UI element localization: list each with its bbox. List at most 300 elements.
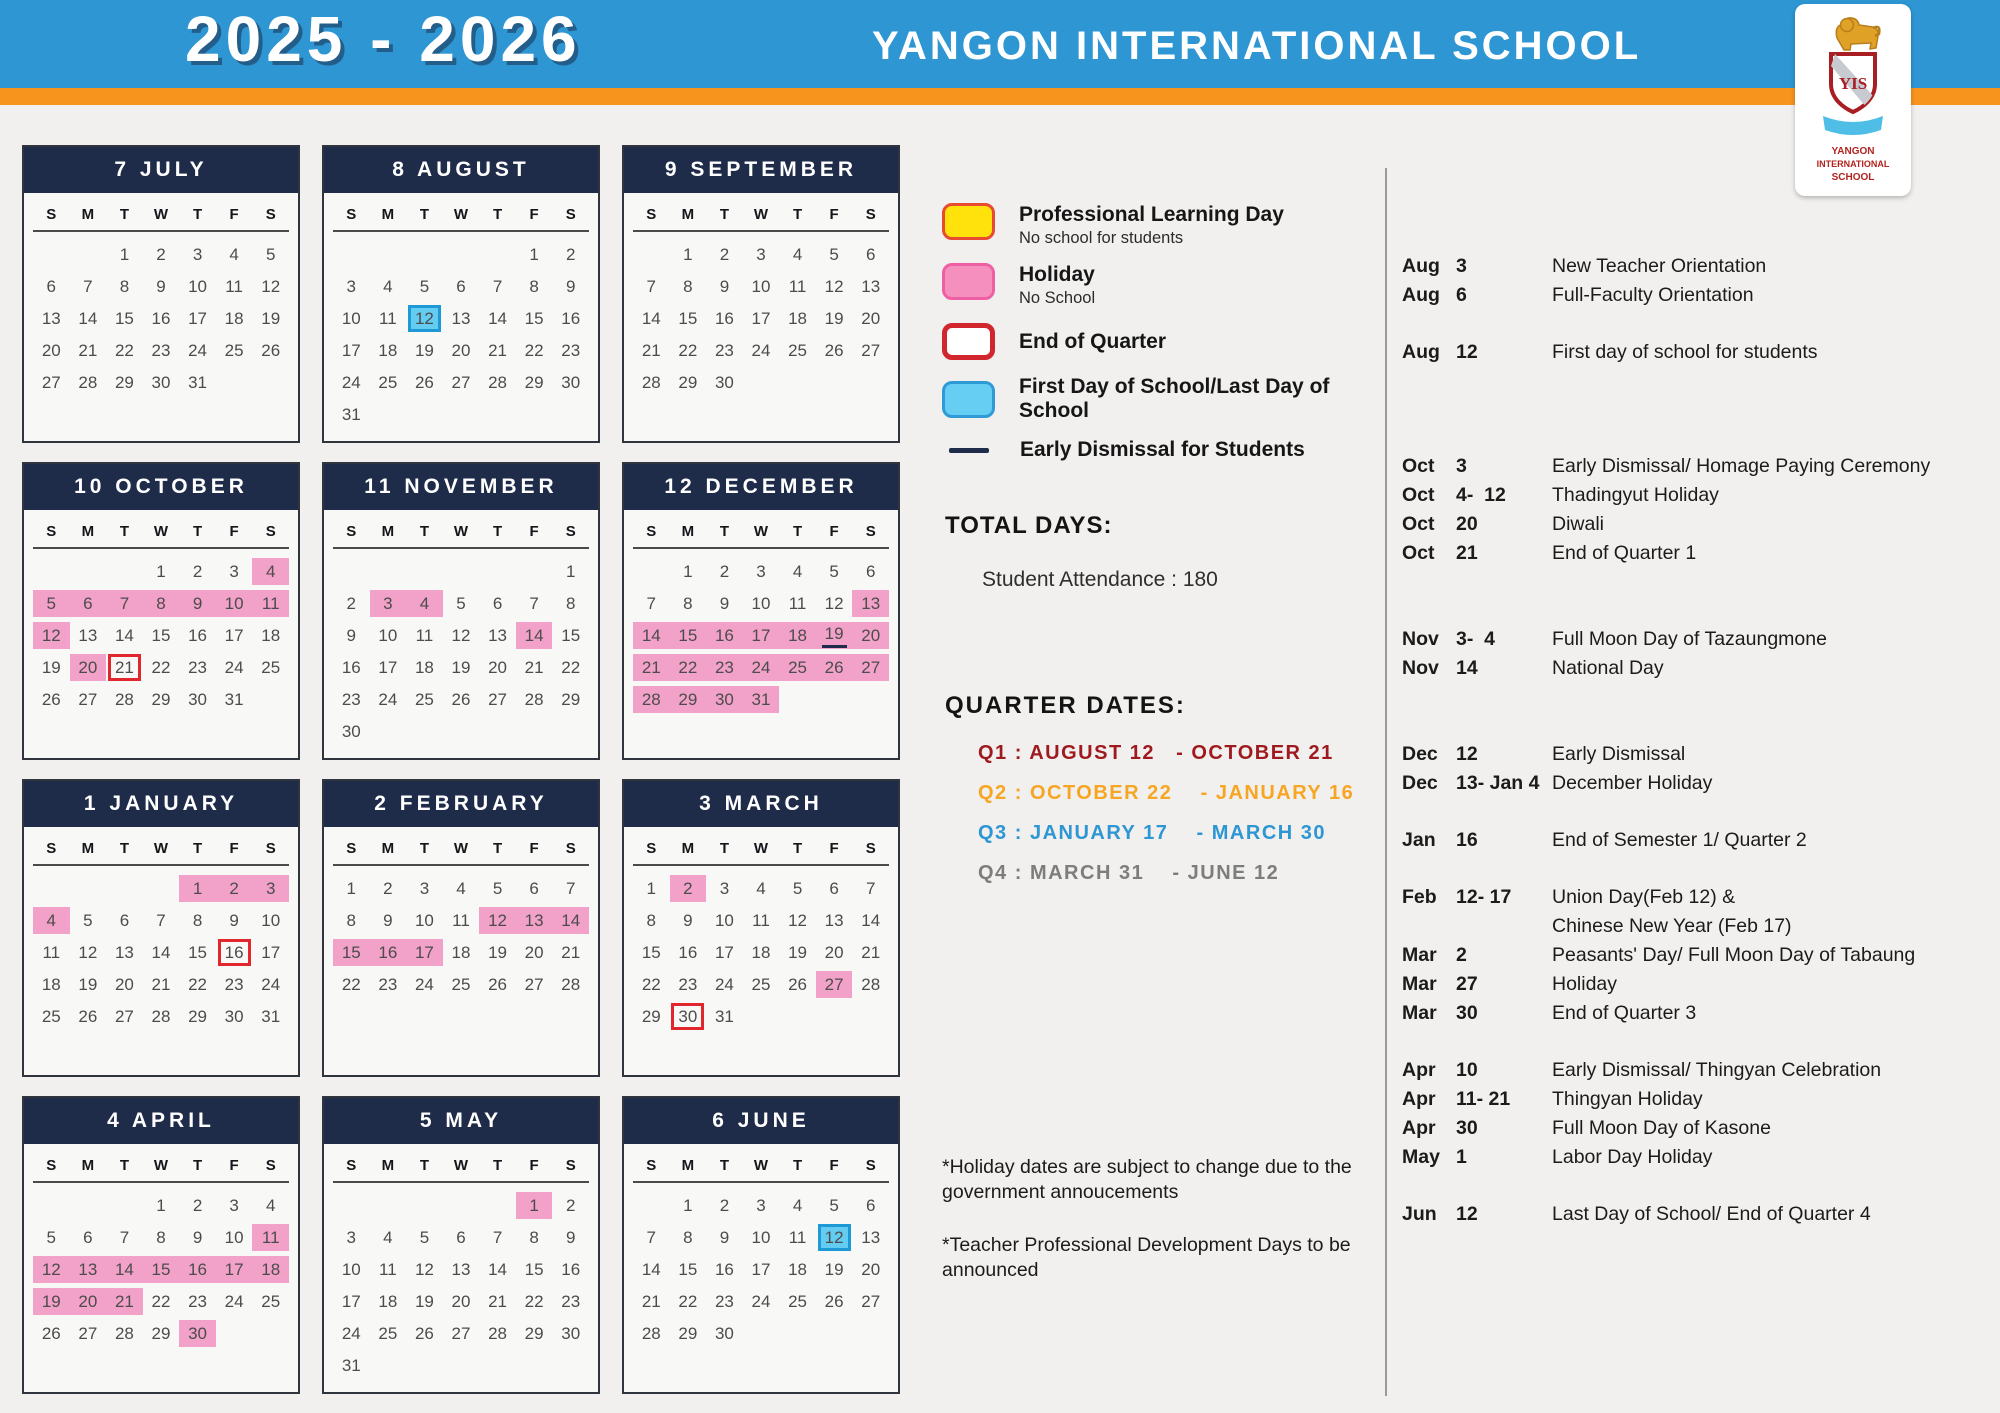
day-number: 6 [492, 593, 503, 613]
day-cell [779, 1256, 816, 1283]
day-cell [179, 686, 216, 713]
month-title: 12 DECEMBER [624, 464, 898, 510]
event-date: 12- 17 [1456, 886, 1512, 908]
legend-title: End of Quarter [1019, 329, 1167, 353]
day-cell-empty [443, 241, 480, 268]
day-number: 8 [683, 276, 693, 296]
day-cell [779, 1224, 816, 1251]
day-number: 30 [188, 689, 208, 709]
day-cell [670, 1224, 707, 1251]
event-date: 3- 4 [1456, 628, 1496, 650]
day-number: 16 [678, 942, 698, 962]
event-row-continuation [1402, 912, 1994, 941]
day-cell [670, 654, 707, 681]
day-number: 17 [224, 625, 244, 645]
day-cell [779, 241, 816, 268]
day-number: 9 [192, 1227, 203, 1247]
day-number: 30 [188, 1323, 208, 1343]
day-number: 2 [192, 561, 203, 581]
day-number: 16 [151, 308, 171, 328]
day-number: 11 [752, 910, 770, 930]
day-cell [516, 241, 553, 268]
day-number: 4 [46, 910, 57, 930]
day-number: 24 [224, 1291, 244, 1311]
day-cell [779, 590, 816, 617]
day-cell [179, 1192, 216, 1219]
day-cell [333, 337, 370, 364]
weekday-label: T [192, 523, 203, 540]
day-number: 8 [646, 910, 657, 930]
day-number: 17 [414, 942, 434, 962]
day-cell [216, 971, 253, 998]
day-cell [333, 971, 370, 998]
day-cell [743, 622, 780, 649]
day-cell [743, 305, 780, 332]
days-grid [33, 241, 289, 396]
day-cell [743, 1224, 780, 1251]
day-number: 20 [41, 340, 61, 360]
day-number: 9 [719, 593, 730, 613]
school-crest-icon [1795, 4, 1911, 196]
day-cell [706, 305, 743, 332]
day-cell [479, 590, 516, 617]
day-cell [670, 305, 707, 332]
divider-line [1385, 168, 1387, 1396]
day-number: 30 [714, 689, 734, 709]
day-cell [70, 939, 107, 966]
weekday-label: F [829, 840, 839, 857]
shield-icon [1831, 54, 1875, 112]
day-number: 17 [341, 1291, 361, 1311]
month-card-9-september [622, 145, 900, 443]
day-number: 12 [78, 942, 98, 962]
day-number: 5 [829, 561, 839, 581]
day-cell [706, 273, 743, 300]
day-cell-empty [33, 558, 70, 585]
day-cell [552, 241, 589, 268]
day-number: 6 [83, 593, 93, 613]
day-cell [333, 1320, 370, 1347]
day-number: 2 [719, 561, 730, 581]
day-cell [516, 971, 553, 998]
day-cell [670, 369, 707, 396]
day-cell [816, 590, 853, 617]
day-cell [779, 273, 816, 300]
day-number: 5 [456, 593, 466, 613]
quarter-q3: Q3 : JANUARY 17 - MARCH 30 [978, 822, 1327, 844]
weekday-header-row [33, 840, 289, 866]
day-number: 26 [414, 372, 434, 392]
event-date: 27 [1456, 973, 1478, 995]
day-number: 22 [341, 974, 361, 994]
day-number: 4 [229, 244, 239, 264]
day-number: 11 [379, 1259, 397, 1279]
day-cell [743, 654, 780, 681]
day-number: 4 [792, 1195, 803, 1215]
day-number: 7 [119, 593, 130, 613]
day-number: 8 [192, 910, 203, 930]
weekday-label: S [46, 206, 57, 223]
day-cell [370, 273, 407, 300]
month-body [24, 1144, 298, 1347]
day-cell [106, 1224, 143, 1251]
event-month: Aug [1402, 284, 1440, 306]
day-cell [70, 654, 107, 681]
day-cell [143, 558, 180, 585]
event-month: Jun [1402, 1203, 1437, 1225]
day-cell [552, 1288, 589, 1315]
month-card-8-august [322, 145, 600, 443]
day-number: 14 [114, 1259, 134, 1279]
event-month: Apr [1402, 1088, 1436, 1110]
school-years-title: 2025 - 2026 [185, 3, 582, 75]
day-cell [706, 1192, 743, 1219]
day-cell-empty [70, 558, 107, 585]
day-cell [70, 590, 107, 617]
legend-subtitle: No school for students [1019, 229, 1184, 247]
event-month: Dec [1402, 743, 1438, 765]
event-row [1402, 1085, 1994, 1114]
day-cell [743, 1256, 780, 1283]
day-cell [516, 939, 553, 966]
day-cell [816, 273, 853, 300]
weekday-label: W [753, 840, 769, 857]
day-cell [370, 1320, 407, 1347]
event-month: Nov [1402, 628, 1439, 650]
day-cell [670, 907, 707, 934]
day-cell [333, 1224, 370, 1251]
day-number: 19 [488, 942, 508, 962]
day-cell [706, 1320, 743, 1347]
day-number: 21 [488, 340, 508, 360]
day-number: 11 [788, 1227, 807, 1247]
day-cell [816, 1192, 853, 1219]
day-cell [516, 273, 553, 300]
day-cell [633, 907, 670, 934]
weekday-label: T [492, 840, 503, 857]
day-number: 26 [261, 340, 281, 360]
weekday-label: T [792, 840, 803, 857]
day-number: 26 [824, 340, 844, 360]
event-row [1402, 769, 1994, 798]
day-number: 2 [683, 878, 693, 898]
day-number: 15 [114, 308, 134, 328]
day-number: 9 [346, 625, 357, 645]
event-row [1402, 481, 1994, 510]
day-number: 28 [151, 1006, 171, 1026]
month-body [324, 827, 598, 998]
event-month: May [1402, 1146, 1440, 1168]
event-description: Full-Faculty Orientation [1552, 284, 1754, 306]
day-cell [252, 875, 289, 902]
day-number: 12 [414, 1259, 434, 1279]
weekday-label: T [419, 206, 429, 223]
day-cell [70, 907, 107, 934]
weekday-label: T [192, 840, 203, 857]
day-number: 14 [488, 1259, 508, 1279]
day-cell-empty [370, 241, 407, 268]
day-cell [333, 718, 370, 745]
event-date: 14 [1456, 657, 1478, 679]
day-number: 22 [678, 1291, 698, 1311]
day-cell-empty [633, 1192, 670, 1219]
event-date: 12 [1456, 743, 1478, 765]
day-number: 1 [156, 1195, 166, 1215]
day-cell [852, 590, 889, 617]
day-number: 27 [824, 974, 844, 994]
day-cell [179, 875, 216, 902]
day-cell [443, 907, 480, 934]
logo-yis-text: YIS [1838, 74, 1868, 93]
day-cell [516, 654, 553, 681]
event-month: Mar [1402, 944, 1437, 966]
day-cell [479, 939, 516, 966]
day-number: 8 [683, 1227, 693, 1247]
day-cell-empty [106, 875, 143, 902]
event-group [1402, 252, 1994, 310]
day-cell [179, 971, 216, 998]
day-cell-empty [516, 558, 553, 585]
event-month: Aug [1402, 341, 1440, 363]
weekday-label: W [453, 840, 469, 857]
day-number: 9 [719, 276, 730, 296]
day-number: 3 [756, 1195, 766, 1215]
day-number: 25 [788, 1291, 808, 1311]
day-number: 31 [224, 689, 244, 709]
day-cell [633, 337, 670, 364]
day-cell [179, 1003, 216, 1030]
day-number: 18 [751, 942, 771, 962]
event-group [1402, 740, 1994, 798]
day-cell [816, 337, 853, 364]
day-cell [143, 337, 180, 364]
day-cell [443, 686, 480, 713]
total-days-heading: TOTAL DAYS: [945, 512, 1113, 539]
legend-item [942, 203, 1382, 248]
event-description: First day of school for students [1552, 341, 1818, 363]
day-number: 13 [78, 1259, 98, 1279]
day-number: 17 [751, 625, 771, 645]
weekday-label: T [119, 523, 129, 540]
day-cell [706, 654, 743, 681]
day-cell [33, 1224, 70, 1251]
event-date: 2 [1456, 944, 1467, 966]
day-cell [333, 907, 370, 934]
day-cell [216, 654, 253, 681]
day-cell [852, 907, 889, 934]
day-number: 9 [229, 910, 239, 930]
weekday-label: S [346, 206, 357, 223]
day-number: 11 [788, 593, 807, 613]
day-cell [670, 971, 707, 998]
day-number: 6 [865, 244, 876, 264]
weekday-label: W [153, 206, 169, 223]
day-cell [70, 1288, 107, 1315]
day-cell [143, 1003, 180, 1030]
day-cell [216, 1224, 253, 1251]
day-number: 21 [114, 1291, 134, 1311]
day-cell [143, 369, 180, 396]
day-cell [779, 1288, 816, 1315]
day-cell-empty [70, 241, 107, 268]
weekday-header-row [33, 1157, 289, 1183]
month-title: 11 NOVEMBER [324, 464, 598, 510]
day-cell [406, 337, 443, 364]
event-month: Mar [1402, 973, 1437, 995]
day-cell [633, 1224, 670, 1251]
weekday-label: S [865, 840, 876, 857]
day-cell [443, 875, 480, 902]
days-grid [333, 1192, 589, 1379]
day-cell [370, 654, 407, 681]
day-number: 19 [261, 308, 281, 328]
day-cell [552, 971, 589, 998]
day-cell [552, 875, 589, 902]
weekday-label: S [265, 1157, 276, 1174]
day-cell [106, 305, 143, 332]
day-cell-empty [633, 558, 670, 585]
day-cell [216, 686, 253, 713]
day-cell [852, 622, 889, 649]
day-number: 23 [714, 1291, 734, 1311]
day-number: 26 [824, 1291, 844, 1311]
day-number: 7 [646, 1227, 657, 1247]
day-number: 1 [156, 561, 166, 581]
day-cell [670, 939, 707, 966]
day-number: 8 [529, 276, 539, 296]
weekday-label: F [229, 523, 239, 540]
event-description: Union Day(Feb 12) & [1552, 886, 1736, 908]
day-number: 26 [451, 689, 471, 709]
day-number: 27 [451, 372, 471, 392]
day-cell [816, 1288, 853, 1315]
day-cell [143, 1288, 180, 1315]
weekday-label: T [419, 1157, 429, 1174]
day-cell [216, 337, 253, 364]
weekday-label: T [719, 523, 729, 540]
day-cell [406, 1256, 443, 1283]
legend-swatch-icon [942, 203, 995, 240]
day-number: 1 [646, 878, 657, 898]
month-title: 7 JULY [24, 147, 298, 193]
day-cell [443, 1224, 480, 1251]
day-cell [179, 1288, 216, 1315]
event-date: 20 [1456, 513, 1478, 535]
day-cell-empty [333, 1192, 370, 1219]
days-grid [633, 241, 889, 396]
weekday-label: F [529, 523, 539, 540]
day-cell [252, 1192, 289, 1219]
day-cell [143, 686, 180, 713]
legend-text [1020, 438, 1305, 462]
day-number: 2 [192, 1195, 203, 1215]
day-cell [216, 273, 253, 300]
day-cell [779, 622, 816, 649]
day-number: 15 [678, 625, 698, 645]
day-number: 8 [156, 593, 166, 613]
day-cell [816, 558, 853, 585]
day-number: 7 [565, 878, 576, 898]
day-cell [706, 558, 743, 585]
event-description: Early Dismissal/ Homage Paying Ceremony [1552, 455, 1931, 477]
day-cell [216, 1288, 253, 1315]
weekday-label: T [792, 1157, 803, 1174]
day-cell [670, 1192, 707, 1219]
day-cell [516, 1224, 553, 1251]
day-number: 24 [188, 340, 208, 360]
pd-note: *Teacher Professional Development Days to be announced [942, 1234, 1351, 1281]
day-number: 11 [452, 910, 470, 930]
event-group [1402, 452, 1994, 568]
day-number: 18 [378, 340, 398, 360]
day-cell-empty [70, 875, 107, 902]
day-cell [633, 1256, 670, 1283]
day-cell [516, 369, 553, 396]
day-cell [706, 337, 743, 364]
day-cell [33, 305, 70, 332]
day-cell [70, 369, 107, 396]
day-cell [370, 1288, 407, 1315]
day-cell [370, 337, 407, 364]
day-cell [743, 590, 780, 617]
day-cell [743, 1288, 780, 1315]
day-cell [252, 241, 289, 268]
day-number: 23 [188, 1291, 208, 1311]
weekday-label: M [681, 1157, 695, 1174]
day-cell [670, 1288, 707, 1315]
day-number: 21 [641, 657, 661, 677]
day-cell-empty [443, 558, 480, 585]
legend-text [1019, 375, 1382, 423]
day-cell [743, 875, 780, 902]
day-cell [106, 907, 143, 934]
day-cell [252, 558, 289, 585]
day-cell [552, 305, 589, 332]
day-number: 10 [751, 593, 771, 613]
day-cell [406, 939, 443, 966]
day-number: 20 [114, 974, 134, 994]
day-number: 16 [188, 1259, 208, 1279]
day-number: 14 [641, 1259, 661, 1279]
day-number: 18 [451, 942, 471, 962]
lion-icon [1836, 18, 1879, 50]
legend-text [1019, 330, 1166, 354]
day-cell [552, 273, 589, 300]
weekday-label: M [381, 1157, 395, 1174]
day-cell [443, 939, 480, 966]
day-number: 15 [524, 1259, 544, 1279]
day-cell [852, 875, 889, 902]
day-cell [743, 273, 780, 300]
school-logo [1795, 4, 1911, 196]
event-row [1402, 654, 1994, 683]
month-title: 9 SEPTEMBER [624, 147, 898, 193]
day-number: 9 [192, 593, 203, 613]
day-cell [333, 369, 370, 396]
day-number: 24 [751, 1291, 771, 1311]
day-cell [216, 590, 253, 617]
weekday-label: T [419, 523, 429, 540]
day-cell [333, 1288, 370, 1315]
day-cell [33, 622, 70, 649]
day-number: 25 [41, 1006, 61, 1026]
day-number: 28 [488, 1323, 508, 1343]
day-cell [779, 1192, 816, 1219]
weekday-header-row [633, 840, 889, 866]
event-group [1402, 1056, 1994, 1172]
day-number: 13 [824, 910, 844, 930]
day-cell [143, 622, 180, 649]
